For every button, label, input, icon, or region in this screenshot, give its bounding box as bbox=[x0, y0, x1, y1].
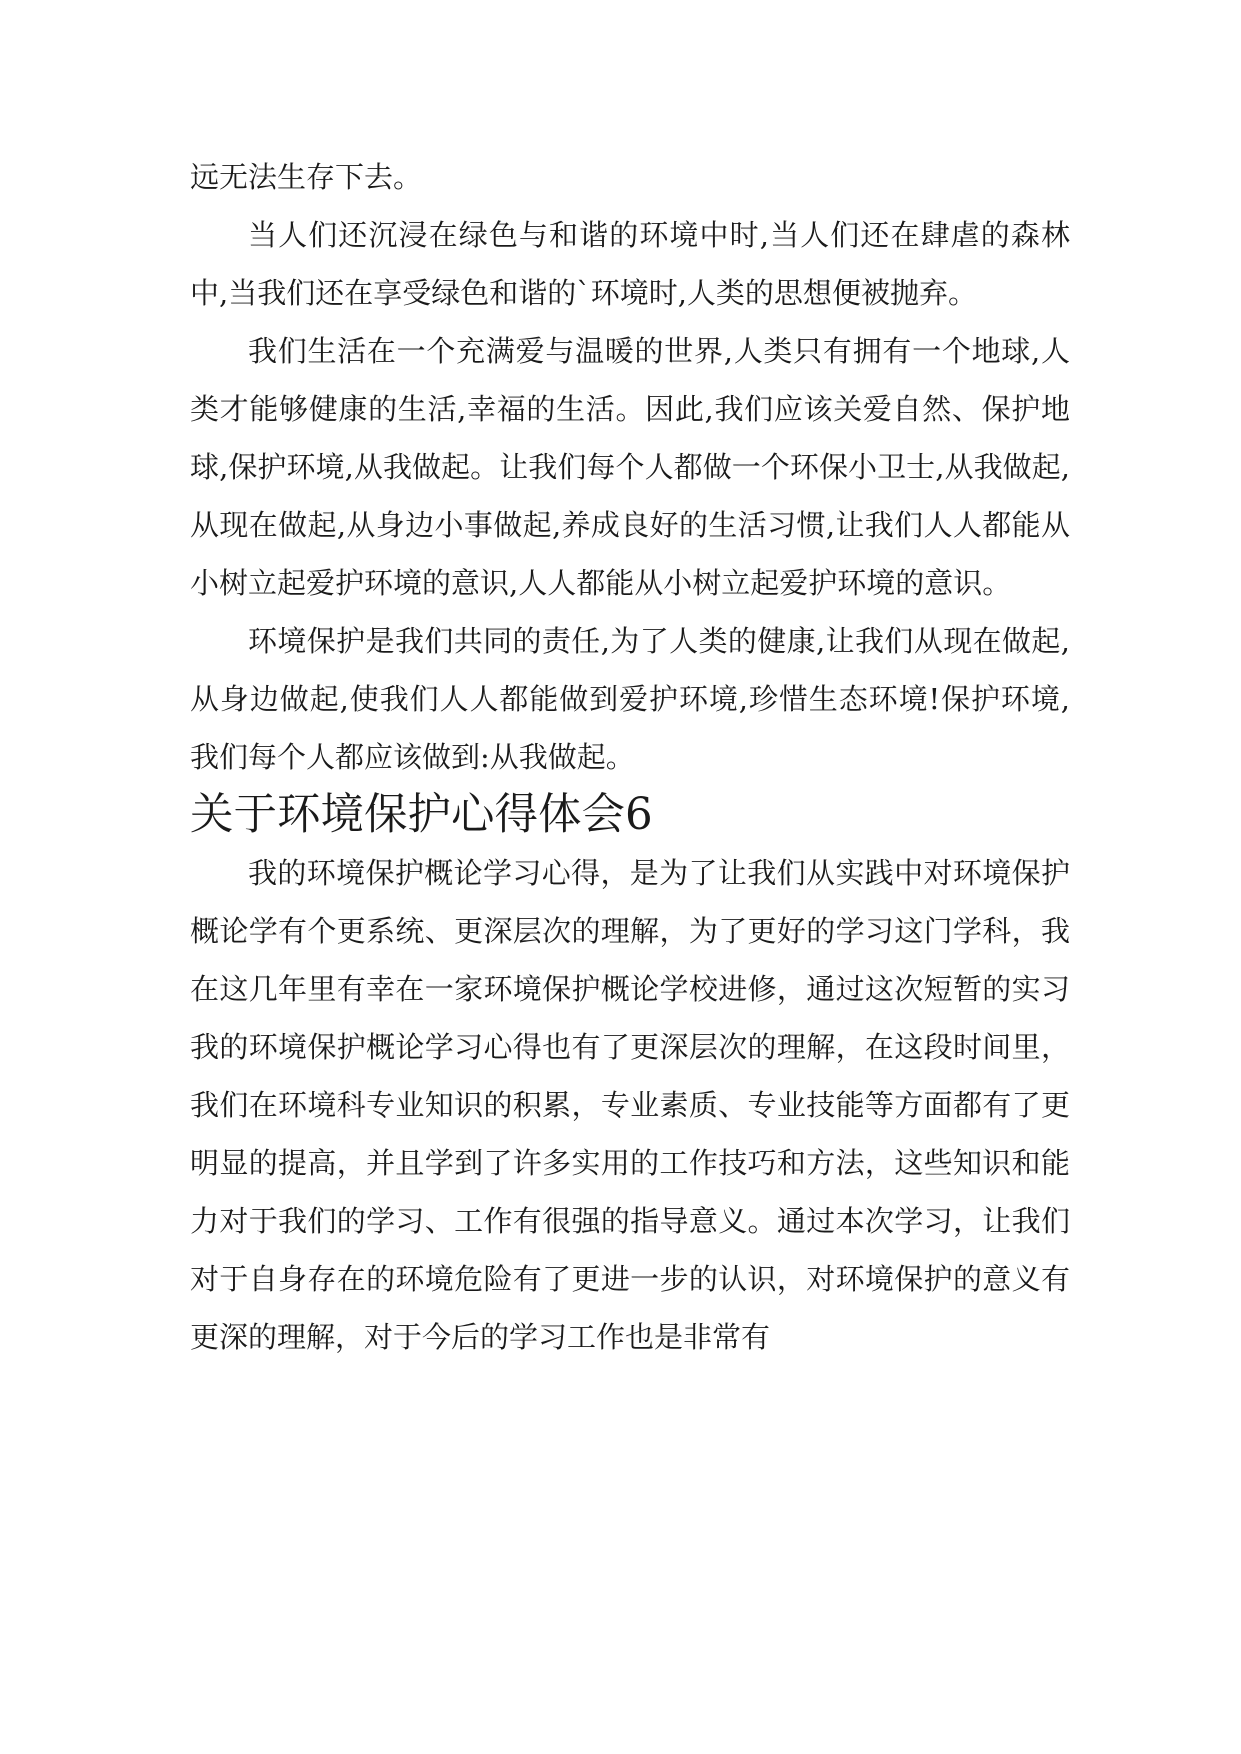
paragraph-forest: 当人们还沉浸在绿色与和谐的环境中时,当人们还在肆虐的森林中,当我们还在享受绿色和谐的`环境时,人类的思想便被抛弃。 bbox=[190, 218, 1070, 310]
paragraph-study-notes: 我的环境保护概论学习心得，是为了让我们从实践中对环境保护概论学有个更系统、更深层次的理解，为了更好的学习这门学科，我在这几年里有幸在一家环境保护概论学校进修，通过这次短暂的实习我的环境保护概论学习心得也有了更深层次的理解，在这段时间里，我们在环境科专业知识的积累，专业素质、专业技能等方面都有了更明显的提高，并且学到了许多实用的工作技巧和方法，这些知识和能力对于我们的学习、工作有很强的指导意义。通过本次学习，让我们对于自身存在的环境危险有了更进一步的认识，对环境保护的意义有更深的理解，对于今后的学习工作也是非常有 bbox=[190, 856, 1070, 1354]
document-body bbox=[190, 148, 1070, 1366]
section-heading: 关于环境保护心得体会6 bbox=[190, 790, 653, 840]
paragraph-earth: 我们生活在一个充满爱与温暖的世界,人类只有拥有一个地球,人类才能够健康的生活,幸福的生活。因此,我们应该关爱自然、保护地球,保护环境,从我做起。让我们每个人都做一个环保小卫士,从我做起,从现在做起,从身边小事做起,养成良好的生活习惯,让我们人人都能从小树立起爱护环境的意识,人人都能从小树立起爱护环境的意识。 bbox=[190, 334, 1070, 600]
paragraph-responsibility: 环境保护是我们共同的责任,为了人类的健康,让我们从现在做起,从身边做起,使我们人人都能做到爱护环境,珍惜生态环境!保护环境,我们每个人都应该做到:从我做起。 bbox=[190, 624, 1070, 774]
paragraph-continuation: 远无法生存下去。 bbox=[190, 160, 423, 194]
